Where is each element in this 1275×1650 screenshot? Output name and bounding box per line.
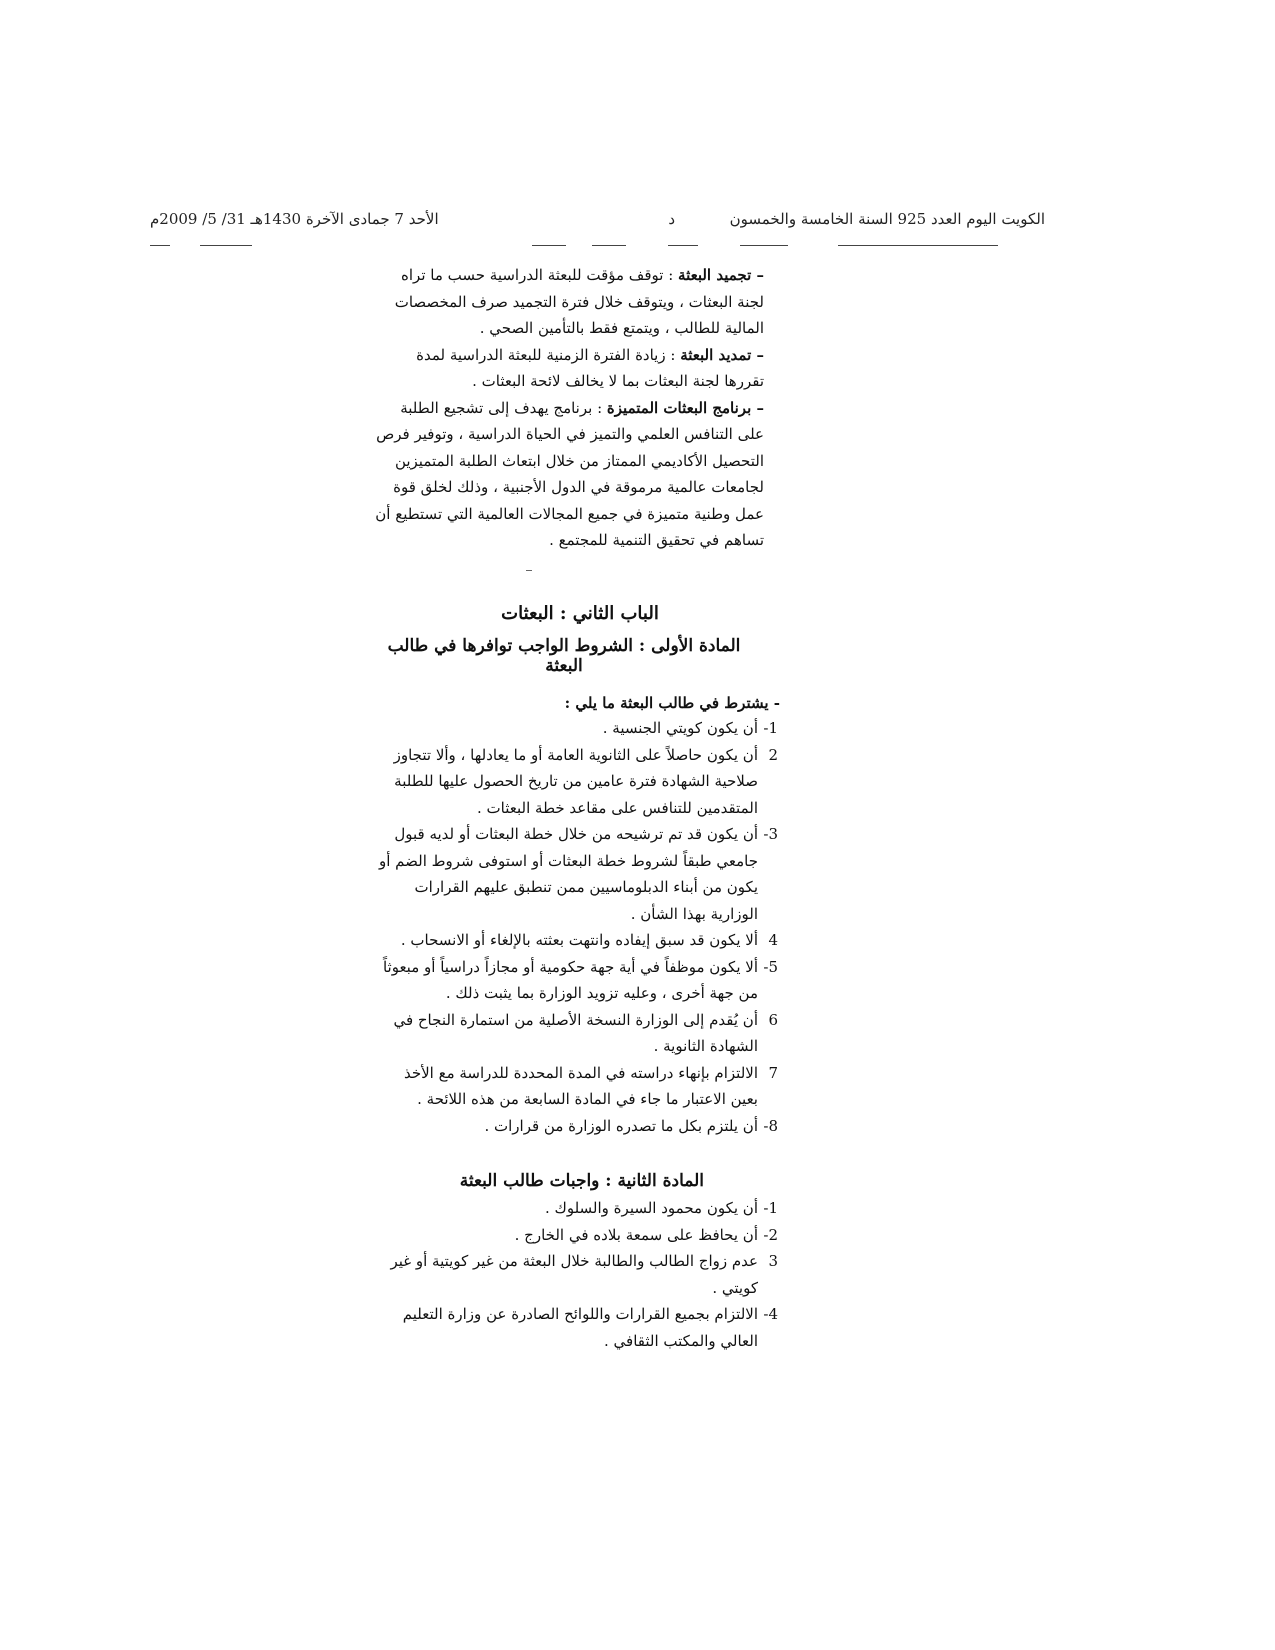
item-number: 1- bbox=[763, 1199, 778, 1217]
list-item bbox=[378, 1195, 778, 1222]
definition-term: تجميد البعثة bbox=[678, 266, 752, 284]
article-2-duties-list bbox=[378, 1195, 778, 1354]
item-text: أن يُقدم إلى الوزارة النسخة الأصلية من استمارة النجاح في الشهادة الثانوية . bbox=[393, 1010, 758, 1055]
article-1-title: المادة الأولى : الشروط الواجب توافرها في طالب البعثة bbox=[387, 636, 741, 676]
list-item bbox=[378, 742, 778, 822]
item-number: 2- bbox=[763, 1225, 778, 1244]
item-text: أن يكون كويتي الجنسية . bbox=[602, 719, 758, 737]
header-rule bbox=[740, 245, 788, 246]
article-2-title: المادة الثانية : واجبات طالب البعثة bbox=[459, 1171, 704, 1191]
header-rule bbox=[592, 245, 626, 246]
definition-extension: – تمديد البعثة : زيادة الفترة الزمنية للبعثة الدراسية لمدة تقررها لجنة البعثات بما لا يخالف لائحة البعثات . bbox=[416, 345, 764, 390]
scan-speck bbox=[526, 570, 532, 571]
item-text: أن يكون قد تم ترشيحه من خلال خطة البعثات أو لديه قبول جامعي طبقاً لشروط خطة البعثات أو استوفى شروط الضم أو يكون من أبناء الدبلوماسيين ممن تنطبق عليهم القرارات الوزارية بهذا الشأن . bbox=[378, 825, 758, 923]
header-rule bbox=[150, 245, 170, 246]
list-item bbox=[378, 1060, 778, 1113]
item-number: 2 bbox=[768, 745, 778, 764]
item-text: الالتزام بإنهاء دراسته في المدة المحددة للدراسة مع الأخذ بعين الاعتبار ما جاء في المادة السابعة من هذه اللائحة . bbox=[403, 1063, 758, 1108]
definition-freeze: – تجميد البعثة : توقف مؤقت للبعثة الدراسية حسب ما تراه لجنة البعثات ، ويتوقف خلال فترة التجميد صرف المخصصات المالية للطالب ، ويتمتع فقط بالتأمين الصحي . bbox=[394, 266, 764, 337]
item-number: 4- bbox=[763, 1305, 778, 1323]
item-text: أن يلتزم بكل ما تصدره الوزارة من قرارات . bbox=[484, 1116, 758, 1135]
item-number: 4 bbox=[768, 931, 778, 949]
definition-term: تمديد البعثة bbox=[680, 345, 752, 364]
article-1-intro: - يشترط في طالب البعثة ما يلي : bbox=[564, 694, 780, 712]
item-number: 1- bbox=[763, 719, 778, 737]
article-1-conditions-list bbox=[378, 715, 778, 1139]
definition-distinguished-program: – برنامج البعثات المتميزة : برنامج يهدف إلى تشجيع الطلبة على التنافس العلمي والتميز في الحياة الدراسية ، وتوفير فرص التحصيل الأكاديمي الممتاز من خلال ابتعاث الطلبة المتميزين لجامعات عالمية مرموقة في الدول الأجنبية ، وذلك لخلق قوة عمل وطنية متميزة في جميع المجالات العالمية التي تستطيع أن تساهم في تحقيق التنمية للمجتمع . bbox=[375, 398, 764, 549]
header-rule bbox=[668, 245, 698, 246]
item-number: 5- bbox=[763, 957, 778, 976]
header-page-letter: د bbox=[668, 210, 675, 228]
header-rule bbox=[838, 245, 998, 246]
item-number: 3 bbox=[768, 1252, 778, 1270]
header-date: الأحد 7 جمادى الآخرة 1430هـ 31/ 5/ 2009م bbox=[150, 210, 439, 228]
header-rule bbox=[532, 245, 566, 246]
item-number: 3- bbox=[763, 825, 778, 843]
item-text: ألا يكون موظفاً في أية جهة حكومية أو مجازاً دراسياً أو مبعوثاً من جهة أخرى ، وعليه تزويد الوزارة بما يثبت ذلك . bbox=[382, 957, 758, 1002]
definitions-block bbox=[372, 262, 764, 554]
list-item bbox=[378, 821, 778, 927]
item-text: أن يكون حاصلاً على الثانوية العامة أو ما يعادلها ، وألا تتجاوز صلاحية الشهادة فترة عامين من تاريخ الحصول عليها للطلبة المتقدمين للتنافس على مقاعد خطة البعثات . bbox=[393, 745, 758, 817]
definition-text: : توقف مؤقت للبعثة الدراسية حسب ما تراه لجنة البعثات ، ويتوقف خلال فترة التجميد صرف المخصصات المالية للطالب ، ويتمتع فقط بالتأمين الصحي . bbox=[394, 266, 764, 337]
list-item bbox=[378, 1301, 778, 1354]
header-publication: الكويت اليوم العدد 925 السنة الخامسة والخمسون bbox=[729, 210, 1045, 228]
item-text: أن يكون محمود السيرة والسلوك . bbox=[544, 1199, 758, 1217]
chapter-title: الباب الثاني : البعثات bbox=[501, 603, 659, 624]
definition-text: : برنامج يهدف إلى تشجيع الطلبة على التنافس العلمي والتميز في الحياة الدراسية ، وتوفير فرص التحصيل الأكاديمي الممتاز من خلال ابتعاث الطلبة المتميزين لجامعات عالمية مرموقة في الدول الأجنبية ، وذلك لخلق قوة عمل وطنية متميزة في جميع المجالات العالمية التي تستطيع أن تساهم في تحقيق التنمية للمجتمع . bbox=[375, 398, 764, 549]
definition-text: : زيادة الفترة الزمنية للبعثة الدراسية لمدة تقررها لجنة البعثات بما لا يخالف لائحة البعثات . bbox=[416, 345, 764, 390]
item-text: ألا يكون قد سبق إيفاده وانتهت بعثته بالإلغاء أو الانسحاب . bbox=[400, 931, 758, 949]
list-item bbox=[378, 954, 778, 1007]
item-number: 8- bbox=[763, 1116, 778, 1135]
list-item bbox=[378, 715, 778, 742]
list-item bbox=[378, 927, 778, 954]
list-item bbox=[378, 1222, 778, 1249]
item-number: 6 bbox=[768, 1010, 778, 1029]
definition-term: برنامج البعثات المتميزة bbox=[606, 398, 752, 417]
item-text: الالتزام بجميع القرارات واللوائح الصادرة عن وزارة التعليم العالي والمكتب الثقافي . bbox=[402, 1305, 758, 1350]
header-rule bbox=[200, 245, 252, 246]
list-item bbox=[378, 1248, 778, 1301]
list-item bbox=[378, 1007, 778, 1060]
item-text: أن يحافظ على سمعة بلاده في الخارج . bbox=[514, 1225, 758, 1244]
item-number: 7 bbox=[768, 1063, 778, 1082]
item-text: عدم زواج الطالب والطالبة خلال البعثة من غير كويتية أو غير كويتي . bbox=[390, 1252, 758, 1297]
list-item bbox=[378, 1113, 778, 1140]
